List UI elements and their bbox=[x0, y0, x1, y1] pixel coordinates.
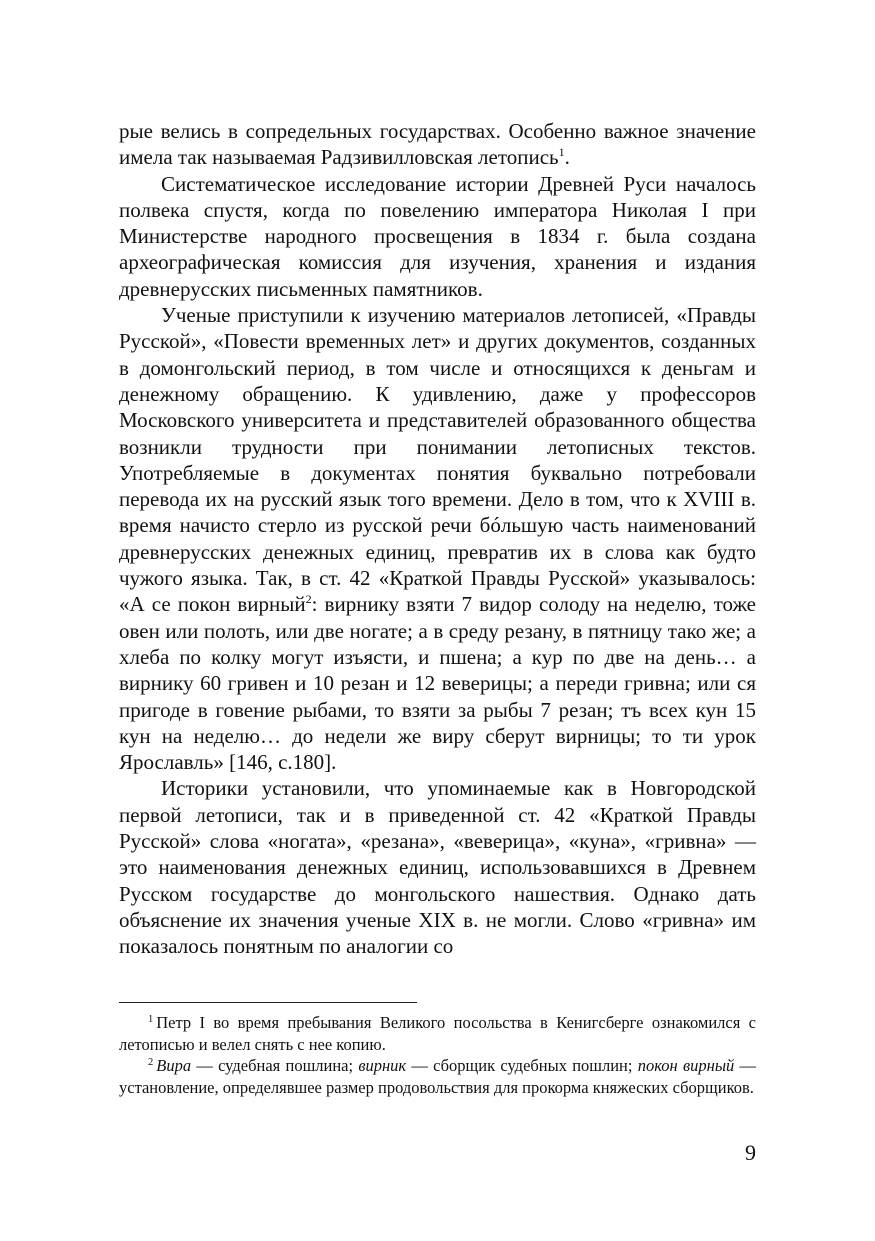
footnote-2-term-virnik: вирник bbox=[358, 1056, 407, 1075]
footnote-2-term-vira: Вира bbox=[156, 1056, 192, 1075]
paragraph-1: рые велись в сопредельных государствах. Особенно важное значение имела так называемая Радзивилловская летопись$^1$. bbox=[119, 119, 756, 170]
footnote-2-number: 2 bbox=[148, 1056, 154, 1068]
paragraph-2-text: Систематическое исследование истории Древней Руси началось полвека спустя, когда по повелению императора Николая I при Министерстве народного просвещения в 1834 г. была создана археографическая комиссия для изучения, хранения и издания древнерусских письменных памятников. bbox=[119, 171, 756, 301]
footnote-2-def-pokon: — установление, определявшее размер продовольствия для прокорма княжеских сборщиков. bbox=[119, 1056, 756, 1097]
footnote-separator bbox=[119, 1002, 417, 1003]
footnote-ref-2: 2 bbox=[305, 592, 312, 607]
paragraph-4-text: Историки установили, что упоминаемые как в Новгородской первой летописи, так и в приведенной ст. 42 «Краткой Правды Русской» слова «ногата», «резана», «веверица», «куна», «гривна» — это наименования денежных единиц, использовавшихся в Древнем Русском государстве до монгольского нашествия. Однако дать объяснение их значения ученые XIX в. не могли. Слово «гривна» им показалось понятным по аналогии со bbox=[119, 776, 756, 959]
footnote-2-term-pokon: покон вирный bbox=[637, 1056, 735, 1075]
paragraph-3-text-after: : вирнику взяти 7 видор солоду на неделю, тоже овен или полоть, или две ногате; а в среду резану, в пятницу тако же; а хлеба по колку могут изъясти, и пшена; а кур по две на день… а вирнику 60 гривен и 10 резан и 12 веверицы; а переди гривна; или ся пригоде в говение рыбами, то взяти за рыбы 7 резан; тъ всех кун 15 кун на неделю… до недели же виру сберут вирницы; то ти урок Ярославль» [146, с.180]. bbox=[119, 592, 757, 775]
paragraph-4 bbox=[119, 775, 756, 959]
paragraph-2 bbox=[119, 171, 756, 302]
footnote-2-def-virnik: — сборщик судебных пошлин; bbox=[406, 1056, 638, 1075]
paragraph-1-text: рые велись в сопредельных государствах. Особенно важное значение имела так называемая Радзивилловская летопись bbox=[119, 119, 756, 170]
footnote-1-text: Петр I во время пребывания Великого посольства в Кенигсберге ознакомился с летописью и велел снять с нее копию. bbox=[119, 1013, 756, 1054]
footnote-2 bbox=[119, 1055, 756, 1098]
footnote-2-def-vira: — судебная пошлина; bbox=[191, 1056, 359, 1075]
footnotes bbox=[119, 1012, 756, 1098]
page-number: 9 bbox=[745, 1140, 756, 1165]
paragraph-3 bbox=[119, 302, 756, 775]
main-text bbox=[119, 118, 756, 960]
footnote-1 bbox=[119, 1012, 756, 1055]
footnote-ref-1: 1 bbox=[558, 145, 565, 160]
paragraph-3-text-before: Ученые приступили к изучению материалов летописей, «Правды Русской», «Повести временных лет» и других документов, созданных в домонгольский период, в том числе и относящихся к деньгам и денежному обращению. К удивлению, даже у профессоров Московского университета и представителей образованного общества возникли трудности при понимании летописных текстов. Употребляемые в документах понятия буквально потребовали перевода их на русский язык того времени. Дело в том, что к XVIII в. время начисто стерло из русской речи бóльшую часть наименований древнерусских денежных единиц, превратив их в слова как будто чужого языка. Так, в ст. 42 «Краткой Правды Русской» указывалось: «А се покон вирный bbox=[119, 303, 756, 617]
footnote-1-number: 1 bbox=[148, 1013, 154, 1025]
